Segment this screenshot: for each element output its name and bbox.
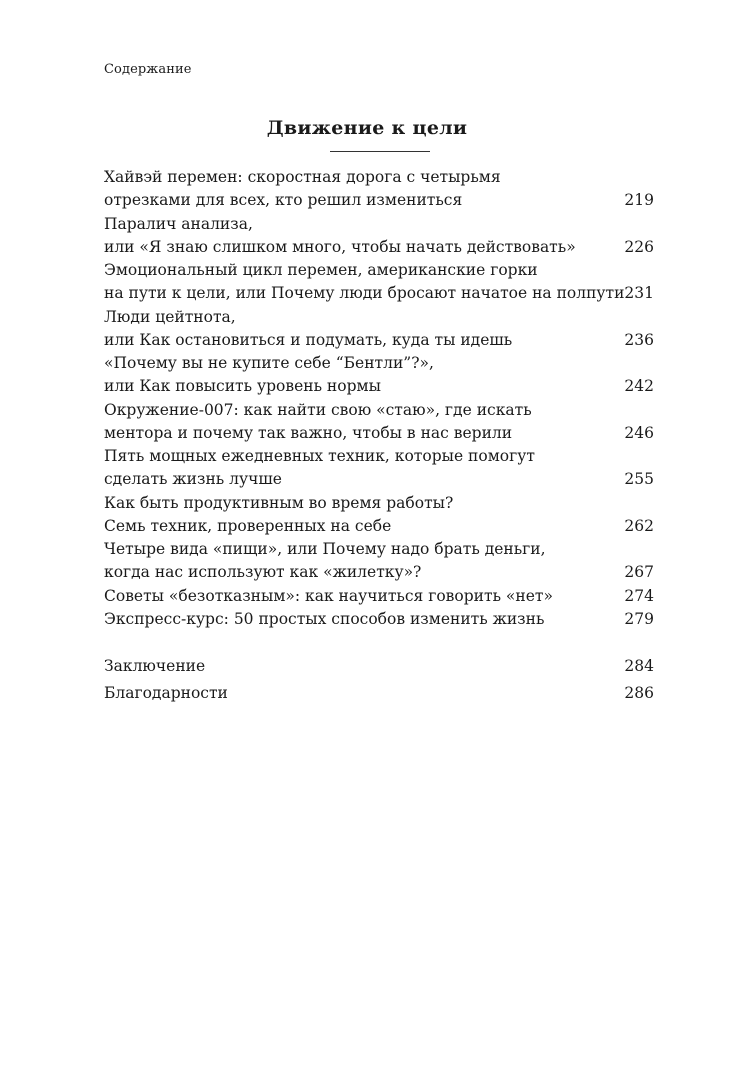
toc-entry-title-line: Экспресс-курс: 50 простых способов изменить жизнь (104, 610, 545, 628)
toc-page-number: 219 (624, 191, 654, 209)
toc-entry[interactable] (104, 166, 654, 212)
toc-entry[interactable] (104, 306, 654, 352)
toc-page-number: 242 (624, 377, 654, 395)
toc-page-number: 284 (624, 657, 654, 675)
toc-entry-title-line: Как быть продуктивным во время работы? (104, 493, 454, 512)
toc-entry-title-line: когда нас используют как «жилетку»? (104, 563, 422, 581)
toc-page-number: 267 (624, 563, 654, 581)
toc-entry[interactable] (104, 608, 654, 631)
running-head: Содержание (104, 62, 192, 77)
toc-entry-title-line: сделать жизнь лучше (104, 470, 282, 488)
toc-page-number: 226 (624, 237, 654, 256)
toc-entry[interactable] (104, 213, 654, 259)
toc-page-number: 274 (624, 586, 654, 605)
toc-entry-title-line: Заключение (104, 657, 206, 675)
toc-entry-title-line: Семь техник, проверенных на себе (104, 516, 392, 535)
toc-entry[interactable] (104, 682, 654, 705)
toc-entry-title-line: Благодарности (104, 684, 228, 702)
toc-entry-title-line: Четыре вида «пищи», или Почему надо брать деньги, (104, 540, 546, 558)
toc-page-number: 262 (624, 516, 654, 535)
toc-page-number: 255 (624, 470, 654, 488)
toc-list (104, 166, 654, 632)
toc-entry-title-line: на пути к цели, или Почему люди бросают начатое на полпути (104, 284, 625, 302)
toc-entry[interactable] (104, 585, 654, 608)
toc-entry-title-line: «Почему вы не купите себе “Бентли”?», (104, 354, 434, 372)
toc-entry[interactable] (104, 399, 654, 445)
toc-entry[interactable] (104, 445, 654, 491)
toc-entry-title-line: Советы «безотказным»: как научиться говорить «нет» (104, 586, 553, 605)
toc-entry-title-line: Окружение-007: как найти свою «стаю», где искать (104, 400, 532, 419)
back-matter-list (104, 655, 654, 709)
toc-entry[interactable] (104, 538, 654, 584)
toc-entry[interactable] (104, 352, 654, 398)
toc-entry-title-line: Эмоциональный цикл перемен, американские горки (104, 261, 538, 279)
toc-page-number: 231 (624, 284, 654, 302)
toc-entry-title-line: или Как повысить уровень нормы (104, 377, 381, 395)
toc-page-number: 279 (624, 610, 654, 628)
toc-entry-title-line: отрезками для всех, кто решил измениться (104, 191, 463, 209)
toc-entry-title-line: Хайвэй перемен: скоростная дорога с четырьмя (104, 168, 501, 186)
toc-entry-title-line: ментора и почему так важно, чтобы в нас верили (104, 423, 513, 442)
toc-page-number: 236 (624, 330, 654, 349)
toc-entry[interactable] (104, 259, 654, 305)
toc-entry-title-line: Пять мощных ежедневных техник, которые помогут (104, 447, 535, 465)
toc-entry-title-line: или «Я знаю слишком много, чтобы начать действовать» (104, 237, 576, 256)
section-title: Движение к цели (266, 117, 468, 139)
toc-page-number: 286 (624, 684, 654, 702)
toc-entry-title-line: Паралич анализа, (104, 214, 253, 233)
toc-entry[interactable] (104, 655, 654, 678)
title-divider (330, 151, 430, 152)
toc-entry[interactable] (104, 492, 654, 538)
toc-entry-title-line: Люди цейтнота, (104, 307, 236, 326)
toc-page-number: 246 (624, 423, 654, 442)
toc-entry-title-line: или Как остановиться и подумать, куда ты идешь (104, 330, 513, 349)
